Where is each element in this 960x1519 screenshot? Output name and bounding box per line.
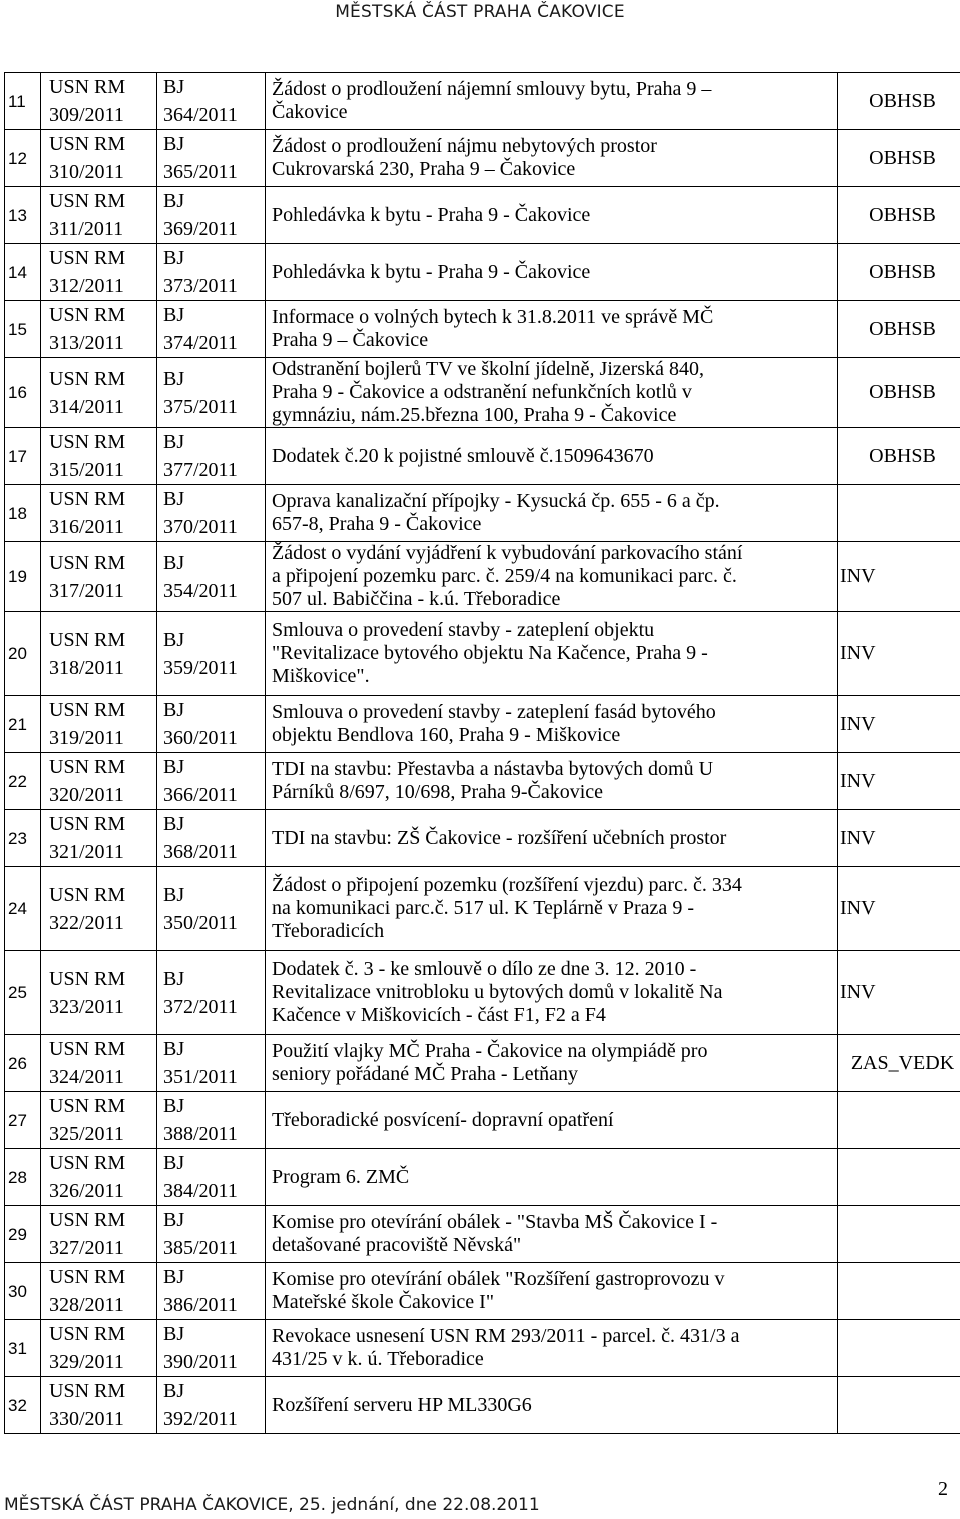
page-header: MĚSTSKÁ ČÁST PRAHA ČAKOVICE — [335, 2, 625, 22]
item-description — [266, 867, 838, 951]
usn-reference-line: 325/2011 — [49, 1123, 124, 1145]
bj-reference-line: 392/2011 — [163, 1408, 238, 1430]
usn-reference — [41, 244, 157, 301]
item-description-line: seniory pořádané MČ Praha - Letňany — [272, 1063, 579, 1085]
department-code: INV — [838, 612, 960, 696]
bj-reference — [157, 867, 266, 951]
item-description — [266, 301, 838, 358]
table-row — [5, 1320, 960, 1377]
row-number: 30 — [5, 1263, 41, 1320]
bj-reference-line: 377/2011 — [163, 459, 238, 481]
department-code: OBHSB — [838, 244, 960, 301]
item-description — [266, 696, 838, 753]
usn-reference — [41, 612, 157, 696]
table-row — [5, 1377, 960, 1434]
usn-reference-line: 324/2011 — [49, 1066, 124, 1088]
row-number: 17 — [5, 428, 41, 485]
bj-reference-line: 360/2011 — [163, 727, 238, 749]
bj-reference — [157, 130, 266, 187]
department-code: INV — [838, 951, 960, 1035]
row-number: 32 — [5, 1377, 41, 1434]
item-description — [266, 542, 838, 612]
row-number: 15 — [5, 301, 41, 358]
department-code: OBHSB — [838, 130, 960, 187]
department-code: INV — [838, 753, 960, 810]
item-description — [266, 244, 838, 301]
usn-reference-line: USN RM — [49, 1152, 126, 1174]
usn-reference — [41, 73, 157, 130]
item-description-line: Mateřské škole Čakovice I" — [272, 1291, 494, 1313]
bj-reference-line: 366/2011 — [163, 784, 238, 806]
bj-reference — [157, 244, 266, 301]
bj-reference-line: 354/2011 — [163, 579, 238, 602]
usn-reference — [41, 867, 157, 951]
usn-reference-line: USN RM — [49, 1038, 126, 1060]
item-description-line: Kačence v Miškovicích - část F1, F2 a F4 — [272, 1004, 606, 1026]
item-description-line: Oprava kanalizační přípojky - Kysucká čp. 655 - 6 a čp. — [272, 490, 720, 512]
bj-reference-line: 374/2011 — [163, 332, 238, 354]
row-number: 31 — [5, 1320, 41, 1377]
item-description-line: 507 ul. Babiččina - k.ú. Třeboradice — [272, 588, 561, 610]
usn-reference-line: USN RM — [49, 488, 126, 510]
usn-reference-line: USN RM — [49, 190, 126, 212]
bj-reference-line: BJ — [163, 1038, 185, 1060]
bj-reference — [157, 73, 266, 130]
bj-reference — [157, 358, 266, 428]
item-description — [266, 1149, 838, 1206]
bj-reference-line: 375/2011 — [163, 395, 238, 418]
usn-reference-line: 328/2011 — [49, 1294, 124, 1316]
row-number: 28 — [5, 1149, 41, 1206]
usn-reference-line: 320/2011 — [49, 784, 124, 806]
item-description-line: TDI na stavbu: Přestavba a nástavba bytových domů U — [272, 758, 714, 780]
bj-reference — [157, 1320, 266, 1377]
row-number: 25 — [5, 951, 41, 1035]
item-description-line: 431/25 v k. ú. Třeboradice — [272, 1348, 484, 1370]
item-description-line: Odstranění bojlerů TV ve školní jídelně, Jizerská 840, — [272, 358, 704, 380]
row-number: 27 — [5, 1092, 41, 1149]
table-row — [5, 358, 960, 428]
usn-reference-line: 309/2011 — [49, 104, 124, 126]
item-description-line: Miškovice". — [272, 665, 370, 687]
resolutions-table — [4, 72, 960, 1434]
row-number: 14 — [5, 244, 41, 301]
usn-reference-line: USN RM — [49, 699, 126, 721]
item-description-line: Žádost o připojení pozemku (rozšíření vjezdu) parc. č. 334 — [272, 874, 742, 896]
usn-reference — [41, 1377, 157, 1434]
bj-reference-line: BJ — [163, 488, 185, 510]
row-number: 20 — [5, 612, 41, 696]
department-code — [838, 1377, 960, 1434]
bj-reference — [157, 1092, 266, 1149]
item-description-line: Komise pro otevírání obálek - "Stavba MŠ Čakovice I - — [272, 1211, 718, 1233]
item-description — [266, 187, 838, 244]
item-description-line: Program 6. ZMČ — [272, 1165, 410, 1188]
bj-reference-line: 369/2011 — [163, 218, 238, 240]
bj-reference-line: 359/2011 — [163, 656, 238, 679]
row-number: 26 — [5, 1035, 41, 1092]
usn-reference — [41, 485, 157, 542]
bj-reference-line: 370/2011 — [163, 516, 238, 538]
row-number: 16 — [5, 358, 41, 428]
usn-reference-line: USN RM — [49, 756, 126, 778]
item-description-line: TDI na stavbu: ZŠ Čakovice - rozšíření učebních prostor — [272, 826, 727, 849]
table-body — [5, 73, 960, 1434]
usn-reference-line: USN RM — [49, 133, 126, 155]
department-code: ZAS_VEDK — [838, 1035, 960, 1092]
item-description — [266, 485, 838, 542]
department-code: OBHSB — [838, 358, 960, 428]
usn-reference-line: 321/2011 — [49, 841, 124, 863]
department-code — [838, 1320, 960, 1377]
bj-reference — [157, 951, 266, 1035]
item-description-line: Revokace usnesení USN RM 293/2011 - parcel. č. 431/3 a — [272, 1325, 740, 1347]
usn-reference-line: USN RM — [49, 628, 126, 651]
row-number: 13 — [5, 187, 41, 244]
bj-reference-line: 372/2011 — [163, 995, 238, 1018]
usn-reference — [41, 130, 157, 187]
usn-reference — [41, 542, 157, 612]
bj-reference — [157, 696, 266, 753]
item-description — [266, 428, 838, 485]
item-description — [266, 810, 838, 867]
table-row — [5, 612, 960, 696]
department-code: INV — [838, 696, 960, 753]
item-description-line: Třeboradické posvícení- dopravní opatření — [272, 1108, 614, 1131]
department-code: OBHSB — [838, 301, 960, 358]
item-description — [266, 358, 838, 428]
row-number: 11 — [5, 73, 41, 130]
usn-reference — [41, 810, 157, 867]
bj-reference-line: BJ — [163, 190, 185, 212]
item-description-line: Žádost o vydání vyjádření k vybudování parkovacího stání — [272, 542, 743, 564]
usn-reference-line: USN RM — [49, 1209, 126, 1231]
table-row — [5, 810, 960, 867]
table-row — [5, 542, 960, 612]
usn-reference — [41, 951, 157, 1035]
usn-reference-line: USN RM — [49, 883, 126, 906]
bj-reference-line: BJ — [163, 756, 185, 778]
bj-reference-line: 364/2011 — [163, 104, 238, 126]
bj-reference-line: BJ — [163, 813, 185, 835]
table-row — [5, 1149, 960, 1206]
row-number: 23 — [5, 810, 41, 867]
table-row — [5, 130, 960, 187]
bj-reference — [157, 753, 266, 810]
usn-reference-line: 312/2011 — [49, 275, 124, 297]
bj-reference-line: 350/2011 — [163, 911, 238, 934]
usn-reference-line: USN RM — [49, 247, 126, 269]
usn-reference — [41, 1263, 157, 1320]
usn-reference-line: 318/2011 — [49, 656, 124, 679]
item-description — [266, 612, 838, 696]
row-number: 18 — [5, 485, 41, 542]
bj-reference-line: BJ — [163, 431, 185, 453]
usn-reference-line: USN RM — [49, 1095, 126, 1117]
usn-reference-line: 319/2011 — [49, 727, 124, 749]
item-description-line: Revitalizace vnitrobloku u bytových domů v lokalitě Na — [272, 981, 723, 1003]
usn-reference-line: USN RM — [49, 367, 126, 390]
item-description-line: Párníků 8/697, 10/698, Praha 9-Čakovice — [272, 781, 604, 803]
bj-reference-line: BJ — [163, 628, 185, 651]
usn-reference-line: 317/2011 — [49, 579, 124, 602]
usn-reference — [41, 428, 157, 485]
table-row — [5, 1035, 960, 1092]
bj-reference-line: BJ — [163, 1209, 185, 1231]
row-number: 12 — [5, 130, 41, 187]
item-description-line: Praha 9 – Čakovice — [272, 329, 429, 351]
page-number: 2 — [938, 1478, 948, 1500]
table-row — [5, 485, 960, 542]
usn-reference-line: 311/2011 — [49, 218, 124, 240]
item-description-line: objektu Bendlova 160, Praha 9 - Miškovice — [272, 724, 621, 746]
usn-reference-line: 326/2011 — [49, 1180, 124, 1202]
bj-reference-line: BJ — [163, 1380, 185, 1402]
department-code — [838, 485, 960, 542]
usn-reference — [41, 753, 157, 810]
item-description-line: Čakovice — [272, 101, 348, 123]
table-row — [5, 1206, 960, 1263]
usn-reference-line: 315/2011 — [49, 459, 124, 481]
usn-reference-line: 323/2011 — [49, 995, 124, 1018]
bj-reference-line: BJ — [163, 967, 185, 990]
item-description-line: na komunikaci parc.č. 517 ul. K Teplárně v Praza 9 - — [272, 897, 694, 919]
bj-reference-line: BJ — [163, 76, 185, 98]
bj-reference-line: 384/2011 — [163, 1180, 238, 1202]
item-description-line: Komise pro otevírání obálek "Rozšíření gastroprovozu v — [272, 1268, 725, 1290]
usn-reference-line: 322/2011 — [49, 911, 124, 934]
item-description — [266, 1092, 838, 1149]
item-description-line: Třeboradicích — [272, 920, 385, 942]
usn-reference — [41, 1035, 157, 1092]
bj-reference-line: BJ — [163, 367, 185, 390]
table-row — [5, 753, 960, 810]
bj-reference-line: 385/2011 — [163, 1237, 238, 1259]
bj-reference-line: 386/2011 — [163, 1294, 238, 1316]
usn-reference-line: USN RM — [49, 967, 126, 990]
item-description-line: Dodatek č. 3 - ke smlouvě o dílo ze dne 3. 12. 2010 - — [272, 958, 697, 980]
item-description-line: detašované pracoviště Něvská" — [272, 1234, 522, 1256]
item-description-line: a připojení pozemku parc. č. 259/4 na komunikaci parc. č. — [272, 565, 737, 587]
usn-reference — [41, 1092, 157, 1149]
bj-reference — [157, 542, 266, 612]
bj-reference — [157, 810, 266, 867]
item-description-line: Rozšíření serveru HP ML330G6 — [272, 1393, 532, 1416]
item-description-line: Žádost o prodloužení nájmu nebytových prostor — [272, 135, 657, 157]
bj-reference-line: BJ — [163, 551, 185, 574]
usn-reference-line: 310/2011 — [49, 161, 124, 183]
bj-reference-line: BJ — [163, 699, 185, 721]
usn-reference-line: USN RM — [49, 431, 126, 453]
bj-reference — [157, 301, 266, 358]
page-footer: MĚSTSKÁ ČÁST PRAHA ČAKOVICE, 25. jednání, dne 22.08.2011 — [4, 1495, 540, 1515]
bj-reference-line: BJ — [163, 304, 185, 326]
row-number: 29 — [5, 1206, 41, 1263]
usn-reference — [41, 696, 157, 753]
bj-reference-line: BJ — [163, 1266, 185, 1288]
bj-reference-line: 388/2011 — [163, 1123, 238, 1145]
bj-reference-line: BJ — [163, 247, 185, 269]
item-description-line: Informace o volných bytech k 31.8.2011 ve správě MČ — [272, 306, 714, 328]
department-code: INV — [838, 542, 960, 612]
usn-reference-line: USN RM — [49, 76, 126, 98]
usn-reference — [41, 1149, 157, 1206]
item-description-line: gymnáziu, nám.25.března 100, Praha 9 - Čakovice — [272, 404, 677, 426]
table-row — [5, 1263, 960, 1320]
item-description — [266, 1377, 838, 1434]
table-row — [5, 301, 960, 358]
department-code — [838, 1263, 960, 1320]
item-description — [266, 1263, 838, 1320]
bj-reference — [157, 1035, 266, 1092]
row-number: 24 — [5, 867, 41, 951]
department-code: OBHSB — [838, 73, 960, 130]
item-description-line: Smlouva o provedení stavby - zateplení objektu — [272, 619, 655, 641]
item-description — [266, 951, 838, 1035]
usn-reference-line: USN RM — [49, 813, 126, 835]
item-description — [266, 1320, 838, 1377]
usn-reference-line: 313/2011 — [49, 332, 124, 354]
bj-reference — [157, 1263, 266, 1320]
usn-reference-line: USN RM — [49, 1266, 126, 1288]
department-code — [838, 1149, 960, 1206]
usn-reference-line: 327/2011 — [49, 1237, 124, 1259]
department-code: OBHSB — [838, 187, 960, 244]
usn-reference-line: 329/2011 — [49, 1351, 124, 1373]
item-description-line: Smlouva o provedení stavby - zateplení fasád bytového — [272, 701, 716, 723]
table-row — [5, 73, 960, 130]
department-code: OBHSB — [838, 428, 960, 485]
bj-reference-line: 373/2011 — [163, 275, 238, 297]
table-row — [5, 1092, 960, 1149]
bj-reference — [157, 1206, 266, 1263]
usn-reference — [41, 301, 157, 358]
row-number: 21 — [5, 696, 41, 753]
bj-reference-line: BJ — [163, 133, 185, 155]
item-description-line: Cukrovarská 230, Praha 9 – Čakovice — [272, 158, 576, 180]
table-row — [5, 428, 960, 485]
table-row — [5, 867, 960, 951]
item-description-line: 657-8, Praha 9 - Čakovice — [272, 513, 482, 535]
item-description-line: Pohledávka k bytu - Praha 9 - Čakovice — [272, 260, 591, 283]
bj-reference — [157, 428, 266, 485]
table-row — [5, 951, 960, 1035]
usn-reference — [41, 187, 157, 244]
usn-reference-line: USN RM — [49, 1323, 126, 1345]
department-code: INV — [838, 810, 960, 867]
bj-reference — [157, 612, 266, 696]
bj-reference-line: BJ — [163, 883, 185, 906]
table-row — [5, 187, 960, 244]
usn-reference-line: 316/2011 — [49, 516, 124, 538]
item-description-line: Pohledávka k bytu - Praha 9 - Čakovice — [272, 203, 591, 226]
item-description-line: Dodatek č.20 k pojistné smlouvě č.1509643670 — [272, 444, 654, 467]
item-description-line: Žádost o prodloužení nájemní smlouvy bytu, Praha 9 – — [272, 78, 712, 100]
usn-reference-line: USN RM — [49, 1380, 126, 1402]
row-number: 19 — [5, 542, 41, 612]
item-description — [266, 1035, 838, 1092]
item-description-line: "Revitalizace bytového objektu Na Kačence, Praha 9 - — [272, 642, 708, 664]
bj-reference-line: 365/2011 — [163, 161, 238, 183]
item-description — [266, 73, 838, 130]
bj-reference-line: 368/2011 — [163, 841, 238, 863]
bj-reference-line: BJ — [163, 1323, 185, 1345]
usn-reference — [41, 1320, 157, 1377]
row-number: 22 — [5, 753, 41, 810]
bj-reference — [157, 1149, 266, 1206]
item-description-line: Praha 9 - Čakovice a odstranění nefunkčních kotlů v — [272, 381, 692, 403]
table-row — [5, 244, 960, 301]
bj-reference-line: BJ — [163, 1152, 185, 1174]
usn-reference — [41, 1206, 157, 1263]
usn-reference — [41, 358, 157, 428]
table-row — [5, 696, 960, 753]
bj-reference — [157, 187, 266, 244]
department-code — [838, 1206, 960, 1263]
item-description — [266, 1206, 838, 1263]
bj-reference — [157, 1377, 266, 1434]
usn-reference-line: 330/2011 — [49, 1408, 124, 1430]
bj-reference-line: 351/2011 — [163, 1066, 238, 1088]
usn-reference-line: USN RM — [49, 304, 126, 326]
item-description-line: Použití vlajky MČ Praha - Čakovice na olympiádě pro — [272, 1040, 708, 1062]
usn-reference-line: 314/2011 — [49, 395, 124, 418]
bj-reference — [157, 485, 266, 542]
item-description — [266, 130, 838, 187]
bj-reference-line: BJ — [163, 1095, 185, 1117]
item-description — [266, 753, 838, 810]
usn-reference-line: USN RM — [49, 551, 126, 574]
bj-reference-line: 390/2011 — [163, 1351, 238, 1373]
department-code — [838, 1092, 960, 1149]
department-code: INV — [838, 867, 960, 951]
